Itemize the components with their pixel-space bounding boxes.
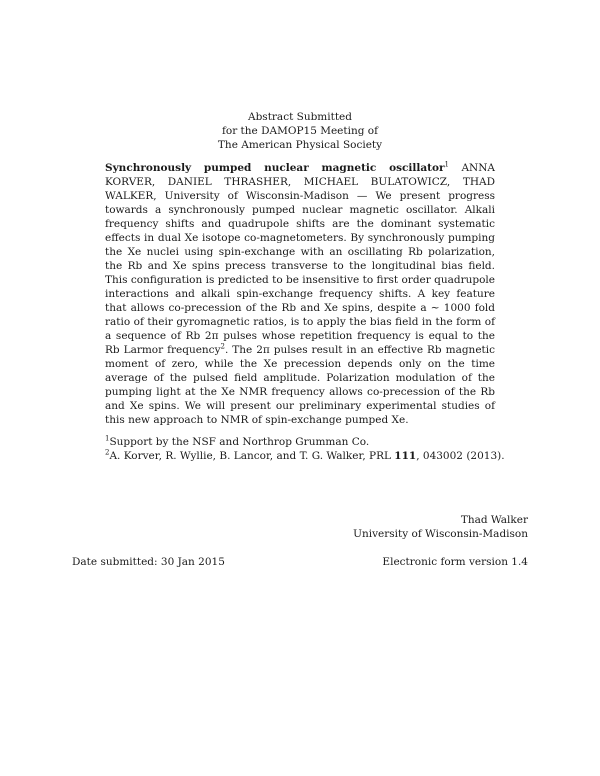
title-footnote-mark: 1 xyxy=(444,160,450,169)
date-submitted: Date submitted: 30 Jan 2015 xyxy=(72,556,225,568)
signature-block xyxy=(353,513,528,541)
footnote-1-text: Support by the NSF and Northrop Grumman Co. xyxy=(109,436,370,448)
footnote-2 xyxy=(105,449,505,463)
abstract-text-part1: We present progress towards a synchronously pumped nuclear magnetic oscillator. Alkali frequency shifts and quadrupole shifts are the dominant systematic effects in dual Xe isotope co-magnetometers. By synchronously pumping the Xe nuclei using spin-exchange with an oscillating Rb polarization, the Rb and Xe spins precess transverse to the longitudinal bias field. This configuration is predicted to be insensitive to first order quadrupole interactions and alkali spin-exchange frequency shifts. A key feature that allows co-precession of the Rb and Xe spins, despite a ∼ 1000 fold ratio of their gyromagnetic ratios, is to apply the bias field in the form of a sequence of Rb 2π pulses whose repetition frequency is equal to the Rb Larmor frequency xyxy=(105,190,495,356)
abstract-authors: ANNA KORVER, DANIEL THRASHER, MICHAEL BULATOWICZ, THAD WALKER, University of Wisconsin-Madison xyxy=(105,162,495,202)
header-line-society: The American Physical Society xyxy=(217,139,383,151)
footnote-2-pages: , 043002 (2013). xyxy=(416,450,505,462)
footnotes xyxy=(105,435,505,463)
document-header xyxy=(0,110,600,152)
header-line-abstract-submitted: Abstract Submitted xyxy=(248,111,352,123)
signature-name: Thad Walker xyxy=(460,514,528,526)
footnote-2-authors: A. Korver, R. Wyllie, B. Lancor, and T. G. Walker, PRL xyxy=(109,450,395,462)
abstract-body xyxy=(105,161,495,427)
header-line-meeting: for the DAMOP15 Meeting of xyxy=(221,125,378,137)
signature-affiliation: University of Wisconsin-Madison xyxy=(353,528,528,540)
footnote-2-volume: 111 xyxy=(394,450,417,462)
footnote-2-mark: 2 xyxy=(105,448,110,457)
abstract-separator: — xyxy=(356,190,368,202)
body-footnote-mark: 2 xyxy=(220,342,225,351)
electronic-form-version: Electronic form version 1.4 xyxy=(382,556,528,568)
footnote-1-mark: 1 xyxy=(105,434,110,443)
abstract-text-part2: . The 2π pulses result in an effective Rb magnetic moment of zero, while the Xe precession depends only on the time average of the pulsed field amplitude. Polarization modulation of the pumping light at the Xe NMR frequency allows co-precession of the Rb and Xe spins. We will present our preliminary experimental studies of this new approach to NMR of spin-exchange pumped Xe. xyxy=(105,344,495,426)
footnote-1 xyxy=(105,435,505,449)
abstract-title: Synchronously pumped nuclear magnetic oscillator xyxy=(105,162,445,174)
